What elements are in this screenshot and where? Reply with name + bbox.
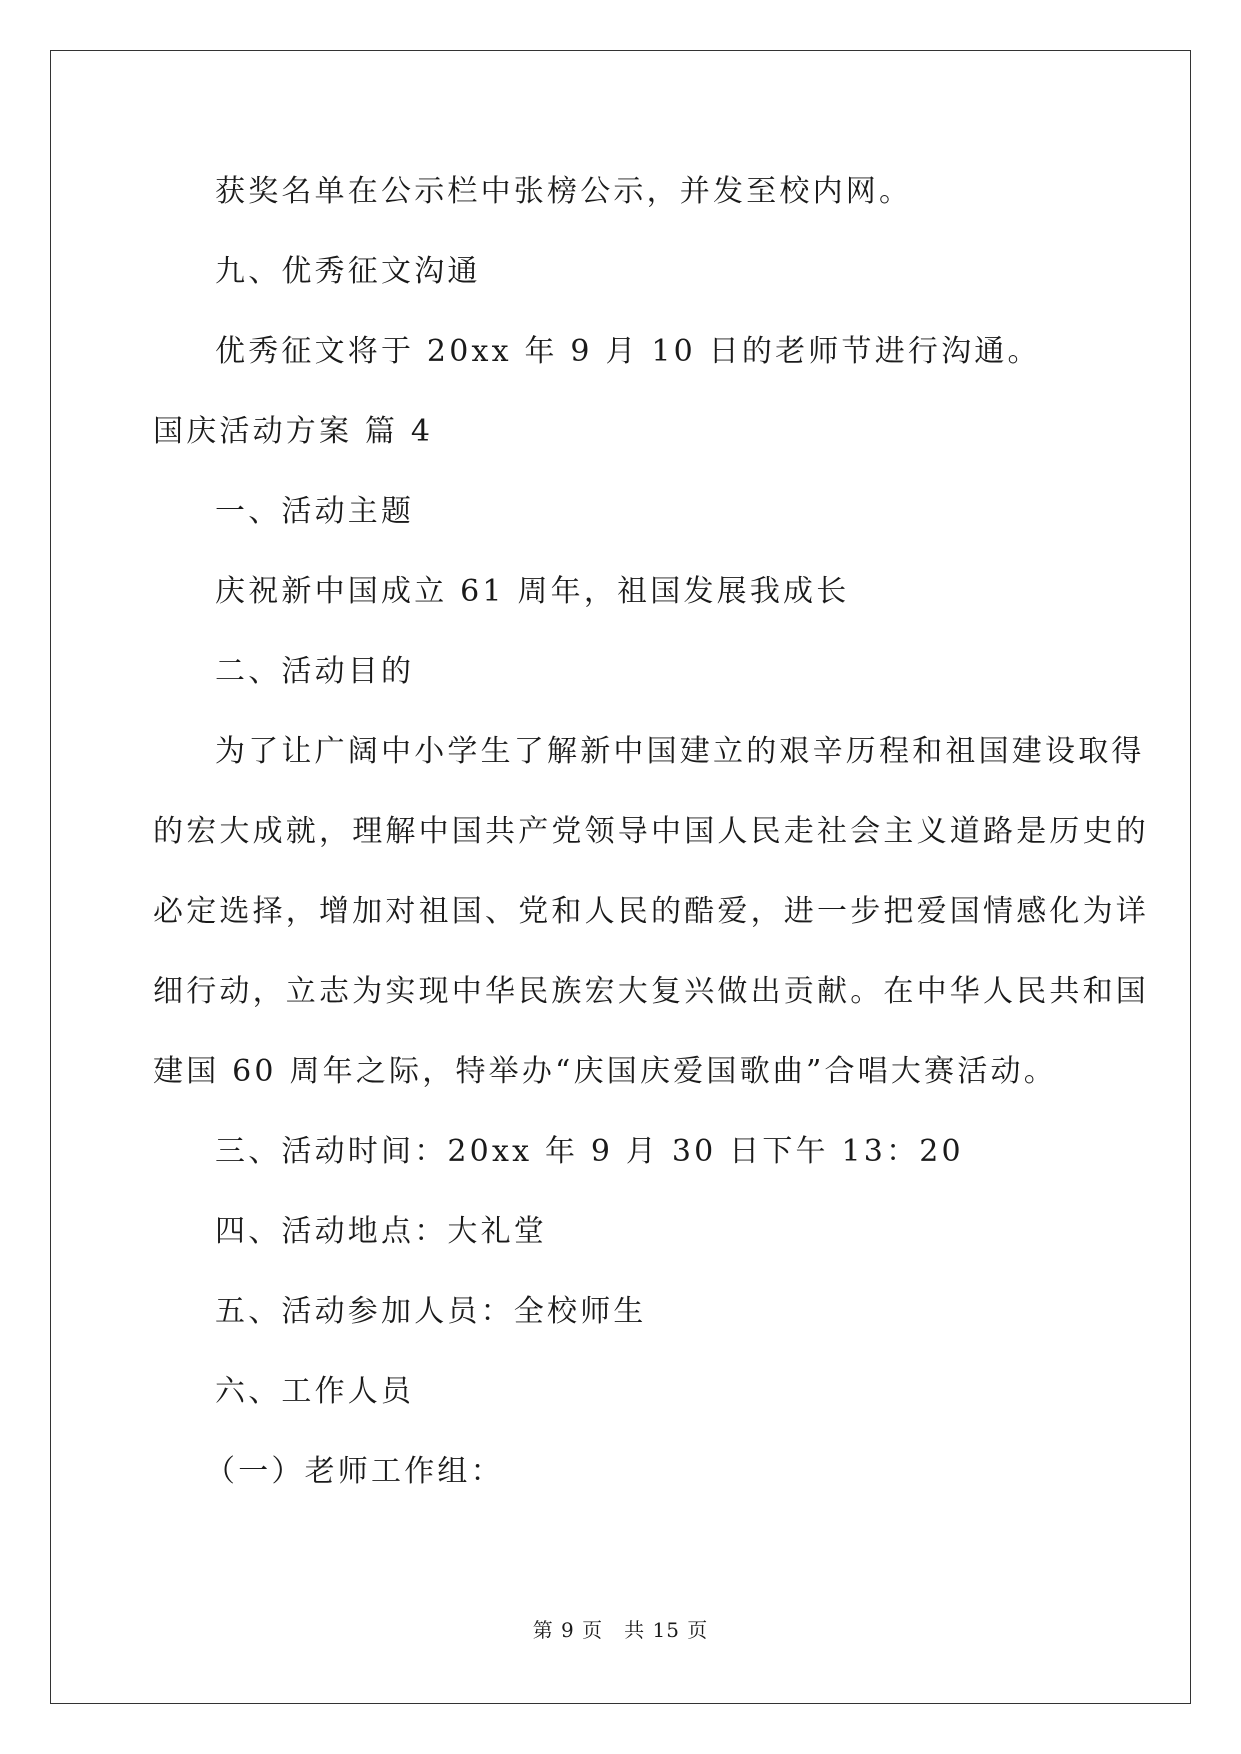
article-title: 国庆活动方案 篇 4 <box>153 414 434 449</box>
heading-section-1: 一、活动主题 <box>215 494 415 529</box>
heading-section-6-staff: 六、工作人员 <box>215 1374 415 1409</box>
paragraph-purpose-line-2: 的宏大成就，理解中国共产党领导中国人民走社会主义道路是历史的 <box>153 814 1149 849</box>
heading-section-4-location: 四、活动地点：大礼堂 <box>215 1214 547 1249</box>
paragraph-purpose-line-3: 必定选择，增加对祖国、党和人民的酷爱，进一步把爱国情感化为详 <box>153 894 1149 929</box>
page-number-footer: 第 9 页 共 15 页 <box>532 1618 709 1642</box>
paragraph-award-list: 获奖名单在公示栏中张榜公示，并发至校内网。 <box>215 174 913 209</box>
heading-section-2: 二、活动目的 <box>215 654 415 689</box>
paragraph-purpose-line-4: 细行动，立志为实现中华民族宏大复兴做出贡献。在中华人民共和国 <box>153 974 1149 1009</box>
paragraph-theme: 庆祝新中国成立 61 周年，祖国发展我成长 <box>215 574 850 609</box>
heading-section-9: 九、优秀征文沟通 <box>215 254 481 289</box>
heading-section-5-participants: 五、活动参加人员：全校师生 <box>215 1294 647 1329</box>
paragraph-purpose-line-1: 为了让广阔中小学生了解新中国建立的艰辛历程和祖国建设取得 <box>215 734 1145 769</box>
paragraph-essay-exchange: 优秀征文将于 20xx 年 9 月 10 日的老师节进行沟通。 <box>215 334 1041 369</box>
subheading-teacher-group: （一）老师工作组： <box>205 1454 504 1489</box>
heading-section-3-time: 三、活动时间：20xx 年 9 月 30 日下午 13：20 <box>215 1134 964 1169</box>
paragraph-purpose-line-5: 建国 60 周年之际，特举办“庆国庆爱国歌曲”合唱大赛活动。 <box>153 1054 1057 1089</box>
